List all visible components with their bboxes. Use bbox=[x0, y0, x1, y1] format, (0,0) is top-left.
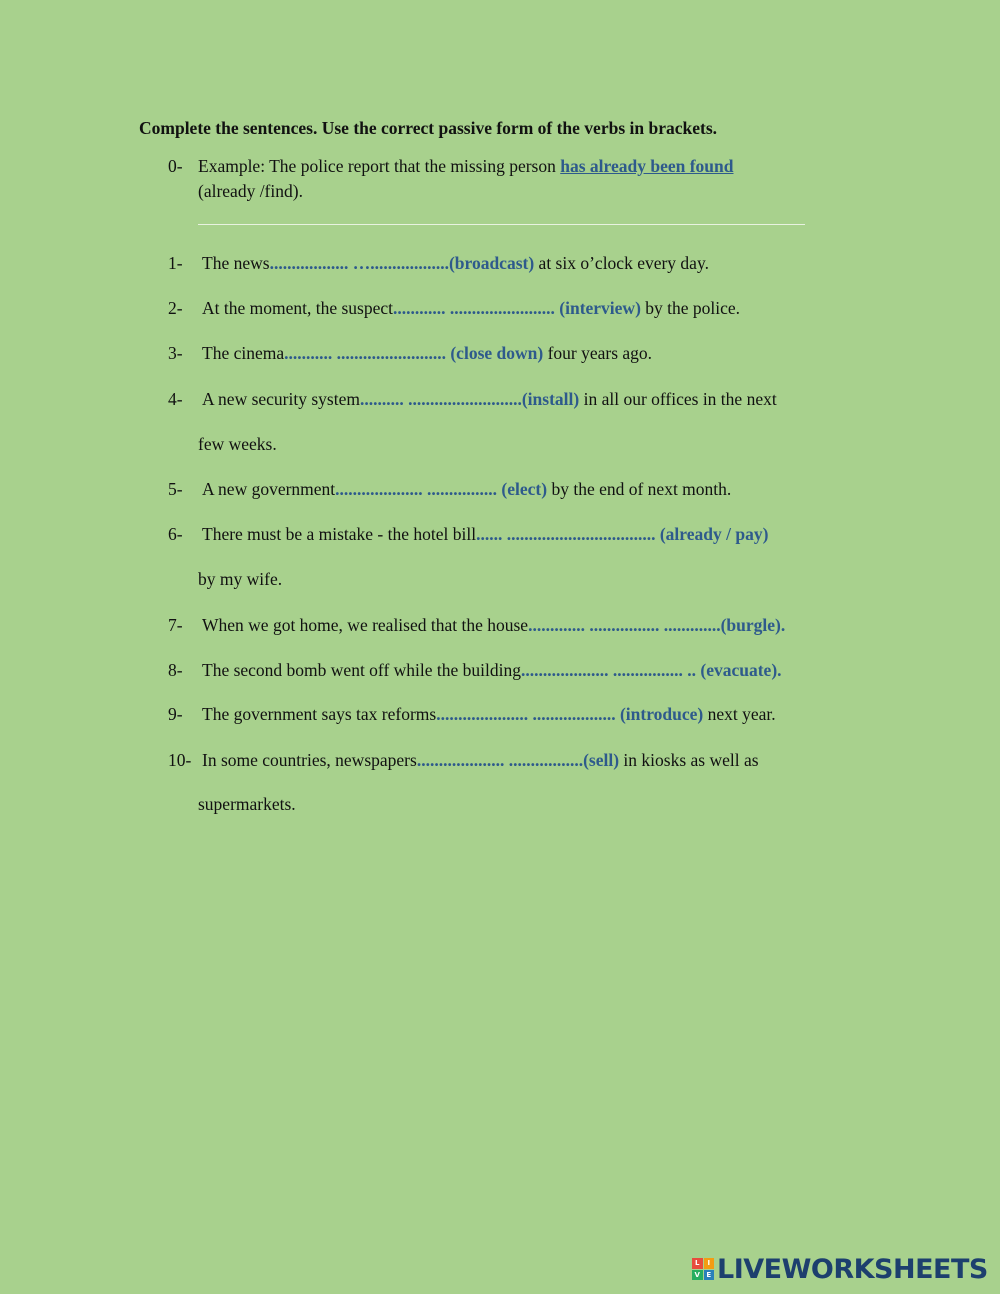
item-text-before: In some countries, newspapers bbox=[202, 750, 417, 770]
exercise-item-3 bbox=[168, 343, 652, 364]
item-number: 2- bbox=[168, 298, 183, 318]
verb-hint: (install) bbox=[521, 389, 580, 409]
answer-blank[interactable]: .................. ….................. bbox=[269, 253, 449, 273]
answer-blank[interactable]: ............. ................ ............. bbox=[528, 615, 721, 635]
answer-blank[interactable]: .................... ................. bbox=[416, 750, 584, 770]
exercise-item-8 bbox=[168, 660, 782, 681]
answer-blank[interactable]: .......... .......................... bbox=[359, 389, 522, 409]
liveworksheets-logo bbox=[692, 1254, 988, 1284]
example-text: Example: The police report that the missing person bbox=[198, 156, 561, 176]
item-text-after: in all our offices in the next bbox=[579, 389, 777, 409]
item-number: 3- bbox=[168, 343, 183, 363]
answer-blank[interactable]: ........... ......................... bbox=[284, 343, 446, 363]
item-text-before: A new security system bbox=[202, 389, 360, 409]
verb-hint: (evacuate). bbox=[696, 660, 782, 680]
answer-blank[interactable]: ..................... ................... bbox=[436, 704, 616, 724]
verb-hint: (burgle). bbox=[720, 615, 786, 635]
example-hint: (already /find). bbox=[198, 181, 303, 201]
verb-hint: (interview) bbox=[554, 298, 641, 318]
exercise-item-9 bbox=[168, 704, 776, 725]
verb-hint: (close down) bbox=[445, 343, 544, 363]
exercise-item-5 bbox=[168, 479, 731, 500]
item-number: 10- bbox=[168, 750, 192, 770]
item-number: 7- bbox=[168, 615, 183, 635]
item-text-before: There must be a mistake - the hotel bill bbox=[202, 524, 477, 544]
example-number: 0- bbox=[168, 156, 183, 176]
verb-hint: (elect) bbox=[497, 479, 548, 499]
exercise-item-10 bbox=[168, 750, 759, 771]
answer-blank[interactable]: .................... ................ bbox=[335, 479, 498, 499]
answer-blank[interactable]: .................... ................ .. bbox=[521, 660, 696, 680]
item-number: 8- bbox=[168, 660, 183, 680]
item-text-before: The government says tax reforms bbox=[202, 704, 437, 724]
example-sentence bbox=[198, 156, 734, 177]
exercise-item-7 bbox=[168, 615, 785, 636]
item-number: 5- bbox=[168, 479, 183, 499]
item-text-after: at six o’clock every day. bbox=[534, 253, 709, 273]
example-answer: has already been found bbox=[560, 156, 734, 176]
item-text-before: At the moment, the suspect bbox=[202, 298, 394, 318]
item-text-before: When we got home, we realised that the house bbox=[202, 615, 529, 635]
item-number: 6- bbox=[168, 524, 183, 544]
item-text-after: in kiosks as well as bbox=[619, 750, 759, 770]
exercise-item-6 bbox=[168, 524, 768, 545]
logo-icon-letter: E bbox=[704, 1270, 715, 1281]
item-text-after: by the police. bbox=[640, 298, 741, 318]
item-6-continuation: by my wife. bbox=[198, 569, 283, 589]
exercise-item-4 bbox=[168, 389, 777, 410]
item-text-after: by the end of next month. bbox=[547, 479, 732, 499]
example-divider bbox=[198, 224, 805, 225]
logo-text: LIVEWORKSHEETS bbox=[717, 1253, 988, 1285]
item-number: 9- bbox=[168, 704, 183, 724]
logo-icon-letter: I bbox=[704, 1258, 715, 1269]
verb-hint: (broadcast) bbox=[448, 253, 535, 273]
verb-hint: (sell) bbox=[583, 750, 620, 770]
item-number: 1- bbox=[168, 253, 183, 273]
liveworksheets-logo-icon bbox=[692, 1258, 714, 1280]
exercise-item-2 bbox=[168, 298, 740, 319]
item-text-after: next year. bbox=[703, 704, 776, 724]
exercise-item-1 bbox=[168, 253, 709, 274]
logo-icon-letter: V bbox=[692, 1270, 703, 1281]
logo-icon-letter: L bbox=[692, 1258, 703, 1269]
answer-blank[interactable]: ...... .................................. bbox=[476, 524, 656, 544]
item-text-before: The second bomb went off while the building bbox=[202, 660, 521, 680]
item-text-before: The cinema bbox=[202, 343, 285, 363]
instructions: Complete the sentences. Use the correct passive form of the verbs in brackets. bbox=[139, 118, 718, 138]
item-text-before: The news bbox=[202, 253, 270, 273]
item-4-continuation: few weeks. bbox=[198, 434, 277, 454]
verb-hint: (introduce) bbox=[615, 704, 704, 724]
answer-blank[interactable]: ............ ........................ bbox=[393, 298, 555, 318]
verb-hint: (already / pay) bbox=[655, 524, 769, 544]
item-text-after: four years ago. bbox=[543, 343, 653, 363]
item-10-continuation: supermarkets. bbox=[198, 794, 296, 814]
item-text-before: A new government bbox=[202, 479, 336, 499]
item-number: 4- bbox=[168, 389, 183, 409]
